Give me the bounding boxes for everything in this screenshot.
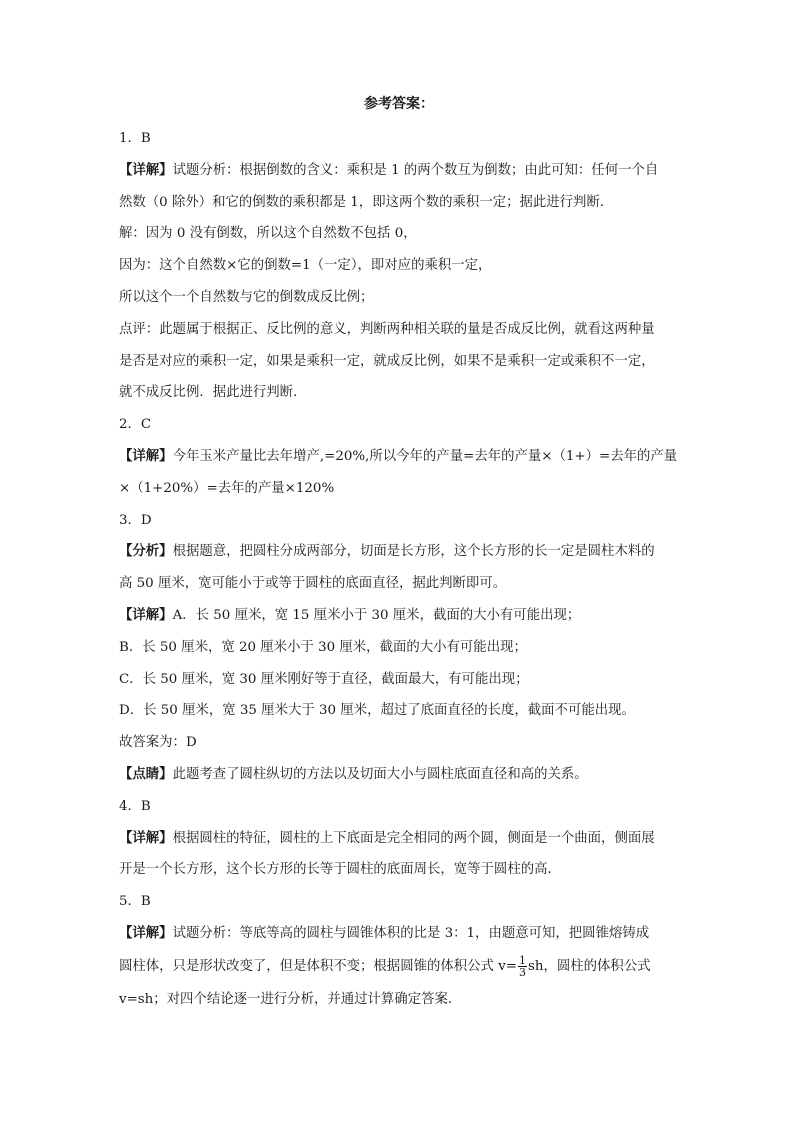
q1-detail-line-4: 因为：这个自然数×它的倒数=1（一定），即对应的乘积一定， <box>119 258 492 274</box>
q1-number: 1．B <box>119 131 151 146</box>
fraction-numerator: 1 <box>518 953 526 967</box>
q1-detail-line-1 <box>119 155 679 187</box>
q3-number: 3．D <box>119 512 152 528</box>
q1-detail-line-5: 所以这个一个自然数与它的倒数成反比例； <box>119 289 374 305</box>
q3-remark-tag: 【点睛】 <box>119 765 173 782</box>
q5-detail-line-1 <box>119 918 679 950</box>
q3-option-d: D．长 50 厘米，宽 35 厘米大于 30 厘米，超过了底面直径的长度，截面不可能出现。 <box>119 703 635 719</box>
q1-detail-text-1: 试题分析：根据倒数的含义：乘积是 1 的两个数互为倒数；由此可知：任何一个自 <box>172 162 659 178</box>
q2-number: 2．C <box>119 417 152 433</box>
q5-detail-line-2 <box>119 950 679 984</box>
q4-detail-line-1 <box>119 823 679 855</box>
q3-analysis-tag: 【分析】 <box>119 543 173 560</box>
q1-comment-line-1: 点评：此题属于根据正、反比例的意义，判断两种相关联的量是否成反比例，就看这两种量 <box>119 321 655 337</box>
one-third-fraction <box>518 955 527 978</box>
fraction-denominator: 3 <box>518 965 526 979</box>
q3-remark-text: 此题考查了圆柱纵切的方法以及切面大小与圆柱底面直径和高的关系。 <box>172 766 588 782</box>
q2-detail-line-2: ×（1+20%）=去年的产量×120% <box>119 480 335 496</box>
q2-detail-tag: 【详解】 <box>119 447 173 464</box>
q2-detail-line-1 <box>119 441 679 473</box>
q3-analysis-text-1: 根据题意，把圆柱分成两部分，切面是长方形，这个长方形的长一定是圆柱木料的 <box>172 544 655 560</box>
q1-comment-line-3: 就不成反比例．据此进行判断． <box>119 385 307 401</box>
page-title: 参考答案： <box>364 96 434 112</box>
q1-detail-line-3: 解：因为 0 没有倒数，所以这个自然数不包括 0， <box>119 226 417 242</box>
q3-option-b: B．长 50 厘米，宽 20 厘米小于 30 厘米，截面的大小有可能出现； <box>119 639 527 655</box>
q5-detail-text-2a: 圆柱体，只是形状改变了，但是体积不变；根据圆锥的体积公式 v= <box>119 958 517 974</box>
q3-option-c: C．长 50 厘米，宽 30 厘米刚好等于直径，截面最大，有可能出现； <box>119 671 529 687</box>
q5-detail-text-2b: sh，圆柱的体积公式 <box>527 958 651 974</box>
q1-detail-tag: 【详解】 <box>119 161 173 178</box>
q3-answer: 故答案为：D <box>119 735 197 751</box>
q2-detail-text-1: 今年玉米产量比去年增产,=20%,所以今年的产量=去年的产量×（1+）=去年的产量 <box>172 448 678 464</box>
q4-detail-line-2: 开是一个长方形，这个长方形的长等于圆柱的底面周长，宽等于圆柱的高． <box>119 862 561 878</box>
q3-option-a: A．长 50 厘米，宽 15 厘米小于 30 厘米，截面的大小有可能出现； <box>172 607 581 623</box>
q3-detail-line-1 <box>119 600 679 632</box>
q4-detail-tag: 【详解】 <box>119 829 173 846</box>
q3-detail-tag: 【详解】 <box>119 606 173 623</box>
q5-detail-line-3: v=sh；对四个结论逐一进行分析，并通过计算确定答案． <box>119 991 462 1007</box>
q4-detail-text-1: 根据圆柱的特征，圆柱的上下底面是完全相同的两个圆，侧面是一个曲面，侧面展 <box>172 830 655 846</box>
q1-comment-line-2: 是否是对应的乘积一定，如果是乘积一定，就成反比例，如果不是乘积一定或乘积不一定， <box>119 353 655 369</box>
q1-detail-line-2: 然数（0 除外）和它的倒数的乘积都是 1，即这两个数的乘积一定；据此进行判断． <box>119 194 614 210</box>
q3-remark-line <box>119 759 679 791</box>
answer-page <box>119 92 679 1016</box>
q3-analysis-line-2: 高 50 厘米，宽可能小于或等于圆柱的底面直径，据此判断即可。 <box>119 576 507 592</box>
q4-number: 4．B <box>119 798 151 814</box>
q3-analysis-line-1 <box>119 536 679 568</box>
q5-number: 5．B <box>119 894 151 910</box>
q5-detail-text-1: 试题分析：等底等高的圆柱与圆锥体积的比是 3：1，由题意可知，把圆锥熔铸成 <box>172 925 650 941</box>
q5-detail-tag: 【详解】 <box>119 924 173 941</box>
